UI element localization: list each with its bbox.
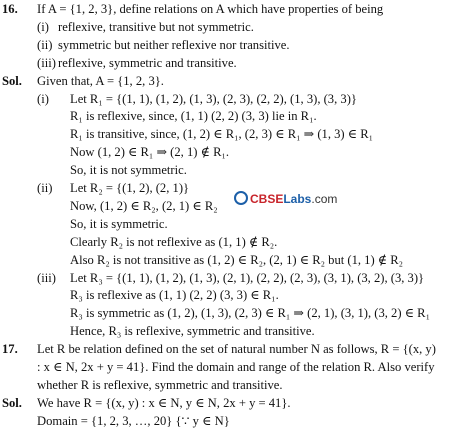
- watermark-cbse: CBSE: [250, 192, 284, 206]
- item-number: 16.: [2, 2, 18, 16]
- line-text: So, it is not symmetric.: [70, 163, 187, 178]
- sub-label: (i): [37, 91, 49, 106]
- line-text: symmetric but neither reflexive nor transitive.: [58, 37, 290, 52]
- watermark-logo-icon: [234, 191, 248, 205]
- line-text: If A = {1, 2, 3}, define relations on A which have properties of being: [37, 2, 384, 16]
- sub-label: (iii): [37, 55, 56, 70]
- line-text: whether R is reflexive, symmetric and transitive.: [37, 377, 283, 392]
- item-number: Sol.: [2, 73, 22, 88]
- item-number: 17.: [2, 342, 18, 357]
- line-text: R₁ is reflexive, since, (1, 1) (2, 2) (3, 3) lie in R₁.: [70, 109, 317, 124]
- sub-label: (ii): [37, 181, 53, 195]
- line-text: : x ∈ N, 2x + y = 41}. Find the domain and range of the relation R. Also verify: [37, 360, 435, 374]
- line-text: Domain = {1, 2, 3, …, 20} {∵ y ∈ N}: [37, 413, 230, 428]
- item-number: Sol.: [2, 395, 22, 410]
- line-text: Given that, A = {1, 2, 3}.: [37, 73, 164, 88]
- line-text: Let R₁ = {(1, 1), (1, 2), (1, 3), (2, 3), (2, 2), (1, 3), (3, 3)}: [70, 91, 357, 106]
- line-text: So, it is symmetric.: [70, 216, 168, 231]
- line-text: reflexive, transitive but not symmetric.: [58, 19, 254, 34]
- line-text: Hence, R₃ is reflexive, symmetric and transitive.: [70, 324, 315, 339]
- line-text: We have R = {(x, y) : x ∈ N, y ∈ N, 2x + y = 41}.: [37, 395, 291, 410]
- sub-label: (iii): [37, 270, 56, 285]
- line-text: R₁ is transitive, since, (1, 2) ∈ R₁, (2, 3) ∈ R₁ ⇒ (1, 3) ∈ R₁: [70, 127, 374, 142]
- line-text: Now, (1, 2) ∈ R₂, (2, 1) ∈ R₂: [70, 198, 218, 213]
- watermark-com: .com: [311, 192, 338, 206]
- sub-label: (i): [37, 19, 49, 34]
- line-text: Let R₃ = {(1, 1), (1, 2), (1, 3), (2, 1), (2, 2), (2, 3), (3, 1), (3, 2), (3, 3)}: [70, 270, 425, 285]
- line-text: R₃ is symmetric as (1, 2), (1, 3), (2, 3) ∈ R₁ ⇒ (2, 1), (3, 1), (3, 2) ∈ R₁: [70, 306, 430, 321]
- line-text: Let R be relation defined on the set of natural number N as follows, R = {(x, y): [37, 342, 436, 357]
- watermark: [234, 191, 337, 206]
- line-text: R₃ is reflexive as (1, 1) (2, 2) (3, 3) ∈ R₁.: [70, 288, 279, 303]
- line-text: reflexive, symmetric and transitive.: [58, 55, 237, 70]
- line-text: Clearly R₂ is not reflexive as (1, 1) ∉ R₂.: [70, 234, 278, 249]
- line-text: Now (1, 2) ∈ R₁ ⇒ (2, 1) ∉ R₁.: [70, 145, 230, 160]
- line-text: Let R₂ = {(1, 2), (2, 1)}: [70, 181, 190, 195]
- watermark-labs: Labs: [283, 192, 312, 206]
- sub-label: (ii): [37, 37, 53, 52]
- line-text: Also R₂ is not transitive as (1, 2) ∈ R₂, (2, 1) ∈ R₂ but (1, 1) ∉ R₂: [70, 252, 404, 267]
